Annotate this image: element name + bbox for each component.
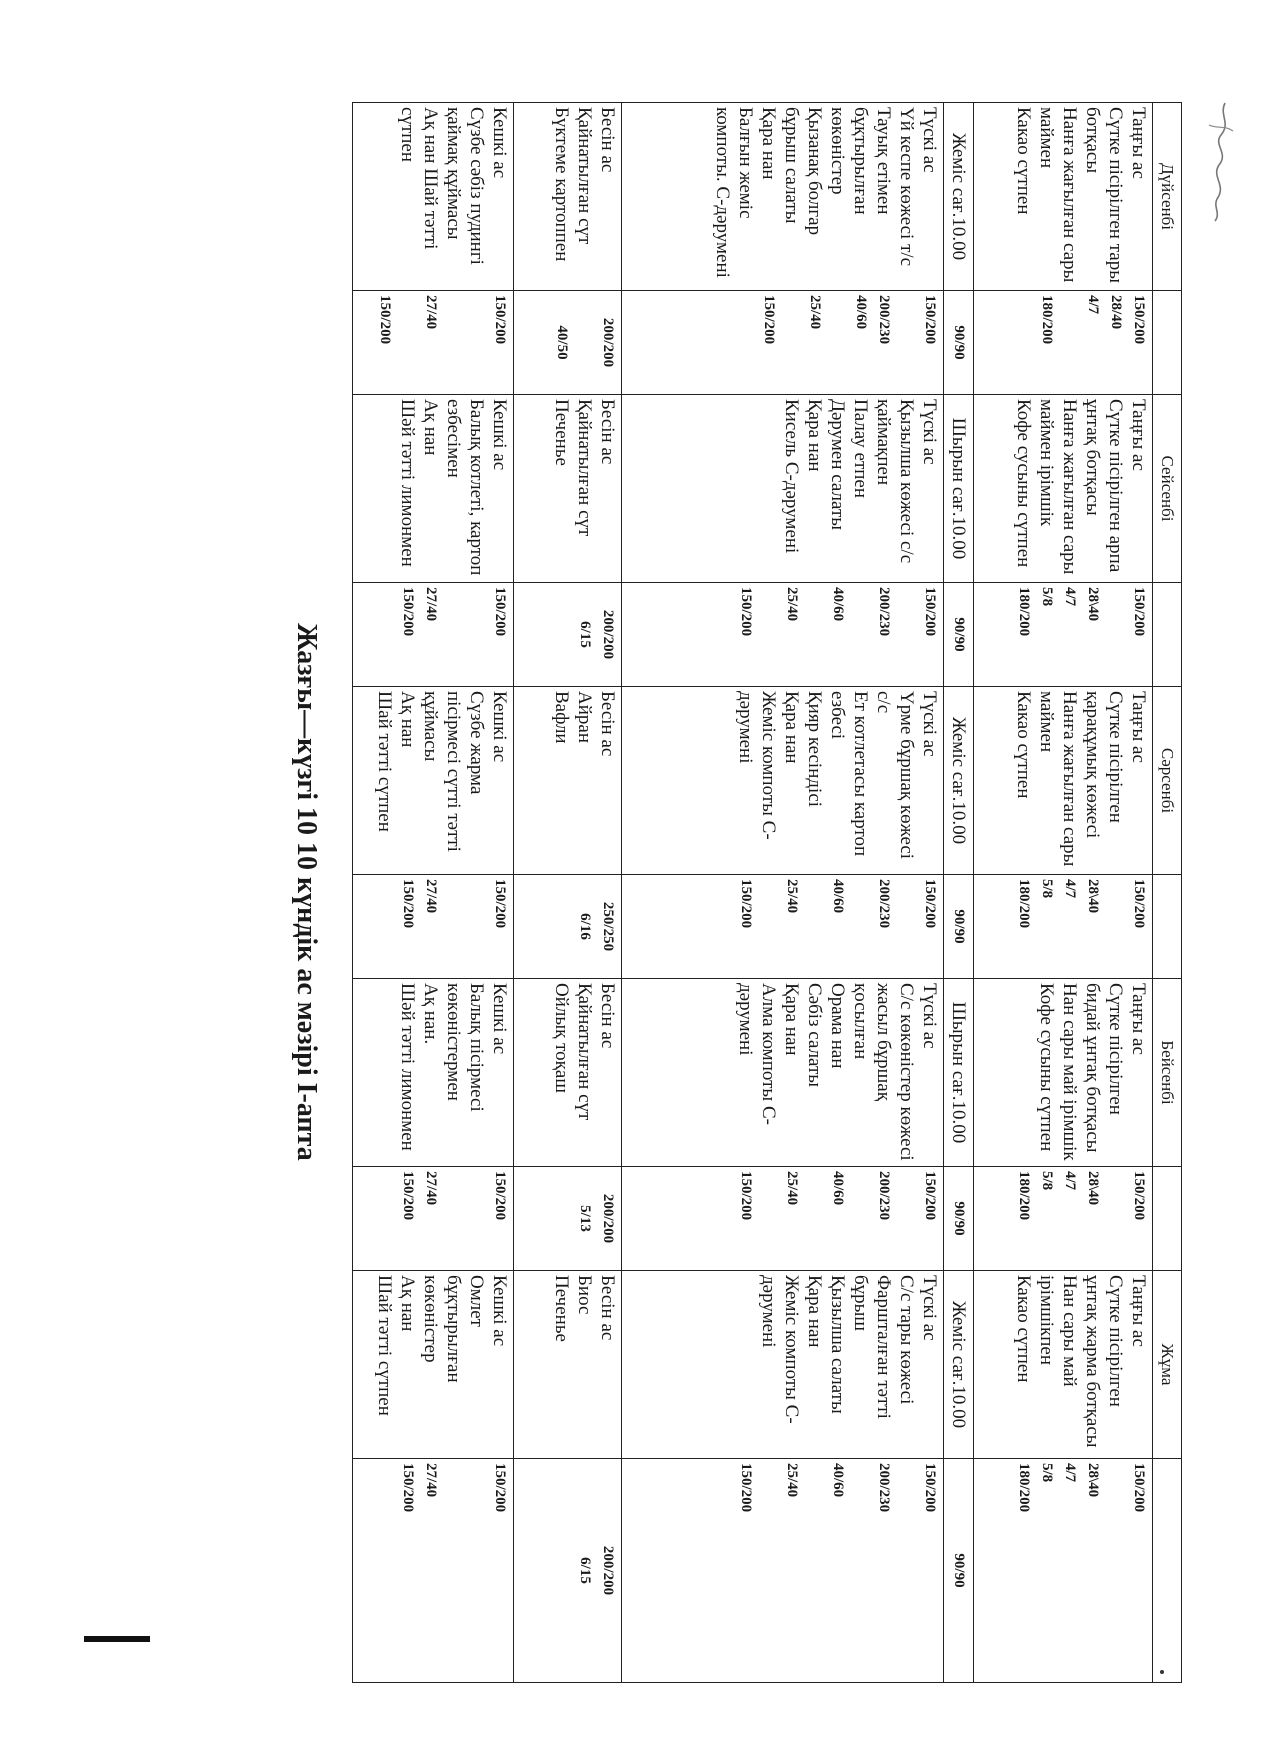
portion-cell: 90/90 <box>944 875 974 979</box>
portion-cell: 150/200 200/230 40/60 25/40 150/200 <box>621 291 944 395</box>
dish-cell: Кешкі ас Балық пісірмесі көкөністермен Ақ нан. Шәй тәтті лимонмен <box>353 979 514 1167</box>
day-header: Сейсенбі <box>1152 395 1181 583</box>
dish-cell: Шырын сағ.10.00 <box>944 979 974 1167</box>
header-row <box>1152 103 1181 1683</box>
dish-cell: Бесін ас Қайнатылған сүт Печенье <box>514 395 622 583</box>
dish-cell: Бесін ас Биос Печенье <box>514 1271 622 1459</box>
portion-cell: 150/200 28/40 4/7 180/200 <box>974 291 1152 395</box>
dinner-row <box>353 103 514 1683</box>
portion-cell: 200/200 5/13 <box>514 1167 622 1271</box>
menu-table <box>352 102 1182 1683</box>
portion-cell: 150/200 200/230 40/60 25/40 150/200 <box>621 875 944 979</box>
dish-cell: Кешкі ас Балық котлеті, картоп езбесімен Ақ нан Шәй тәтті лимонмен <box>353 395 514 583</box>
breakfast-row <box>974 103 1152 1683</box>
day-header: Бейсенбі <box>1152 979 1181 1167</box>
rotated-page <box>202 102 1182 1682</box>
portion-cell: 200/200 6/15 <box>514 1459 622 1683</box>
dish-cell: Кешкі ас Омлет бұқтырылған көкөністер Ақ нан Шай тәтті сүтпен <box>353 1271 514 1459</box>
portion-cell: 90/90 <box>944 1459 974 1683</box>
dish-cell: Бесін ас Айран Вафли <box>514 687 622 875</box>
portion-cell: 150/200 28\40 4/7 5/8 180/200 <box>974 583 1152 687</box>
portion-cell: 90/90 <box>944 1167 974 1271</box>
signature-icon <box>1195 95 1245 225</box>
portion-cell: 150/200 200/230 40/60 25/40 150/200 <box>621 583 944 687</box>
portion-cell: 90/90 <box>944 291 974 395</box>
portion-cell: 200/200 40/50 <box>514 291 622 395</box>
dish-cell: Кешкі ас Сүзбе жарма пісірмесі сүтті тәтті құймасы Ақ нан Шай тәтті сүтпен <box>353 687 514 875</box>
dish-cell: Бесін ас Қайнатылған сүт Ойлық тоқаш <box>514 979 622 1167</box>
dish-cell: Таңғы ас Сүтке пісірілген тары ботқасы Нанға жағылған сары маймен Какао сүтпен <box>974 103 1152 291</box>
portion-cell: 250/250 6/16 <box>514 875 622 979</box>
portion-cell: 150/200 27/40 150/200 <box>353 583 514 687</box>
portion-cell: 150/200 27/40 150/200 <box>353 875 514 979</box>
portion-cell: 150/200 28\40 4/7 5/8 180/200 <box>974 875 1152 979</box>
dish-cell: Жеміс сағ.10.00 <box>944 103 974 291</box>
day-header: Жұма <box>1152 1271 1181 1459</box>
lunch-row <box>621 103 944 1683</box>
portion-cell: 150/200 28\40 4/7 5/8 180/200 <box>974 1459 1152 1683</box>
dish-cell: Жеміс сағ.10.00 <box>944 687 974 875</box>
snack2-row <box>514 103 622 1683</box>
dish-cell: Таңғы ас Сүтке пісірілген бидай ұнтақ ботқасы Нан сары май ірімшік Кофе сусыны сүтпен <box>974 979 1152 1167</box>
margin-mark <box>84 1636 150 1642</box>
dish-cell: Түскі ас Қызылша көжесі с/с қаймақпен Палау етпен Дәрумен салаты Қара нан Кисель С-дәрумені <box>621 395 944 583</box>
dish-cell: Түскі ас С/с тары көжесі Фаршталған тәтті бұрыш Қызылша салаты Қара нан Жеміс компоты С-дәрумені <box>621 1271 944 1459</box>
portion-cell: 150/200 200/230 40/60 25/40 150/200 <box>621 1167 944 1271</box>
document-title: Жазғы—күзгі 10 10 күндік ас мәзірі I-апта <box>291 623 322 1161</box>
day-header: Сәрсенбі <box>1152 687 1181 875</box>
dish-cell: Таңғы ас Сүтке пісірілген арпа ұнтақ ботқасы Нанға жағылған сары маймен ірімшік Кофе сусыны сүтпен <box>974 395 1152 583</box>
portion-cell: 150/200 27/40 150/200 <box>353 291 514 395</box>
ink-dot <box>1160 1670 1164 1674</box>
dish-cell: Таңғы ас Сүтке пісірілген ұнтақ жарма ботқасы Нан сары май ірімшікпен Какао сүтпен <box>974 1271 1152 1459</box>
day-header: Дүйсенбі <box>1152 103 1181 291</box>
portion-cell: 150/200 200/230 40/60 25/40 150/200 <box>621 1459 944 1683</box>
dish-cell: Бесін ас Қайнатылған сүт Бүктеме картоппен <box>514 103 622 291</box>
portion-cell: 150/200 28\40 4/7 5/8 180/200 <box>974 1167 1152 1271</box>
dish-cell: Түскі ас Үрме бұршақ көжесі с/с Ет котлетасы картоп езбесі Қияр кесіндісі Қара нан Жеміс компоты С-дәрумені <box>621 687 944 875</box>
dish-cell: Таңғы ас Сүтке пісірілген қарақұмық көжесі Нанға жағылған сары маймен Какао сүтпен <box>974 687 1152 875</box>
dish-cell: Жеміс сағ.10.00 <box>944 1271 974 1459</box>
dish-cell: Шырын сағ.10.00 <box>944 395 974 583</box>
portion-cell: 200/200 6/15 <box>514 583 622 687</box>
portion-cell: 150/200 27/40 150/200 <box>353 1167 514 1271</box>
portion-cell: 90/90 <box>944 583 974 687</box>
dish-cell: Түскі ас С/с көкөністер көжесі жасыл бұршақ қосылған Орама нан Сәбіз салаты Қара нан Алма компоты С-дәрумені <box>621 979 944 1167</box>
dish-cell: Түскі ас Үй кеспе көжесі т/с Тауық етімен бұқтырылған көкөністер Қызанақ болгар бұрыш салаты Қара нан Балғын жеміс компоты. С-дәрумені <box>621 103 944 291</box>
dish-cell: Кешкі ас Сүзбе сәбіз пудингі қаймақ құймасы Ақ нан Шай тәтті сүтпен <box>353 103 514 291</box>
portion-cell: 150/200 27/40 150/200 <box>353 1459 514 1683</box>
snack1-row <box>944 103 974 1683</box>
